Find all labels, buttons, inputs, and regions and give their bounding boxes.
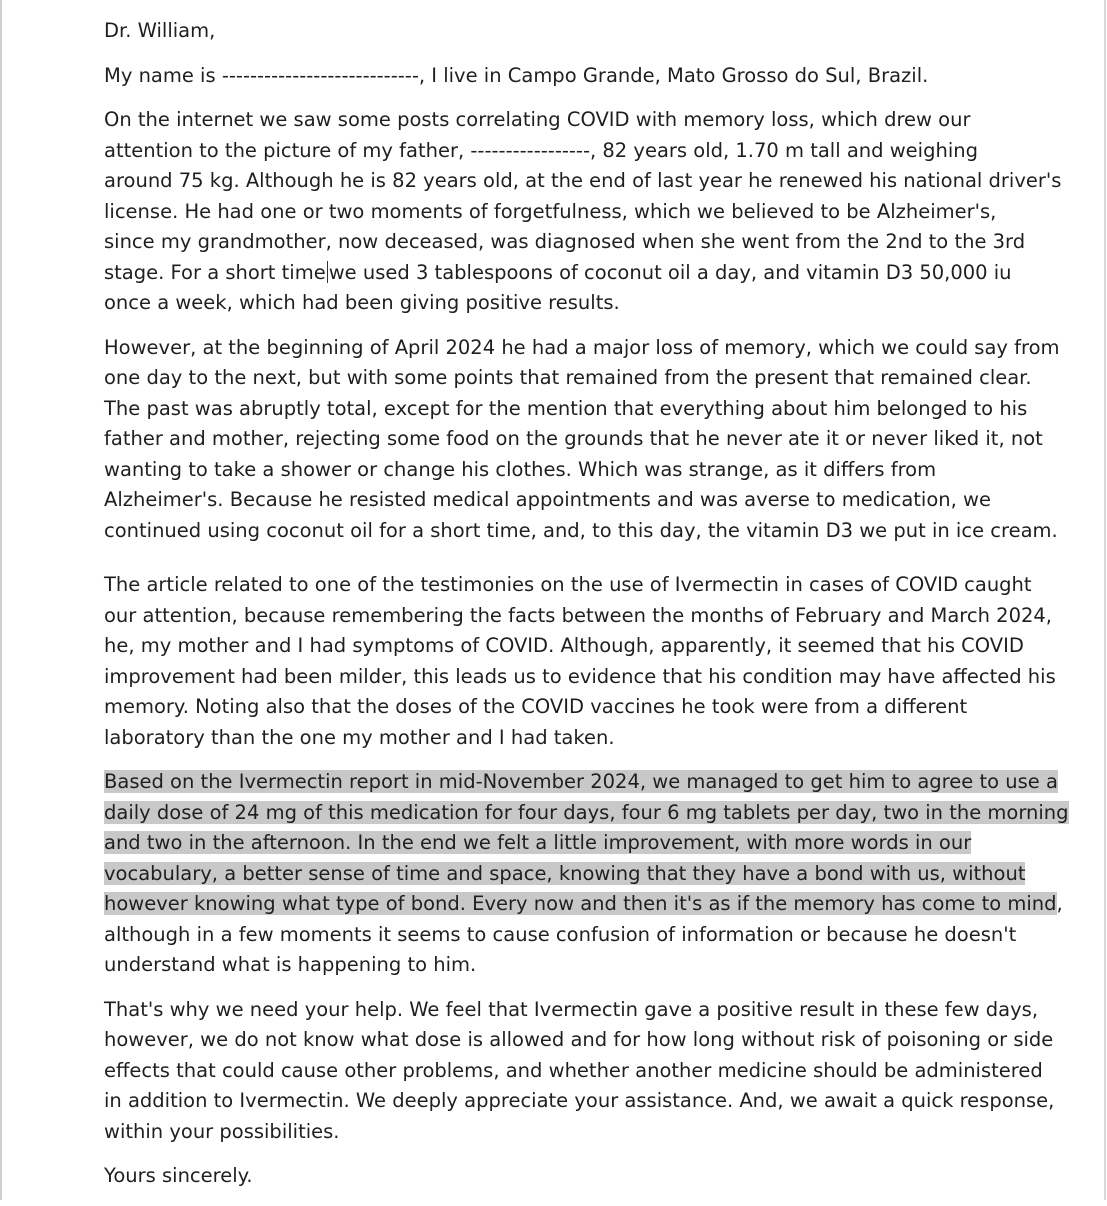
text-line: although in a few moments it seems to cause confusion of information or because he doesn't	[104, 922, 1017, 946]
text-line: The past was abruptly total, except for the mention that everything about him belonged to his	[104, 396, 1028, 420]
text-line: understand what is happening to him.	[104, 953, 477, 976]
closing-line: Yours sincerely.	[104, 1164, 253, 1187]
text-line: On the internet we saw some posts correlating COVID with memory loss, which drew our	[104, 108, 971, 131]
highlighted-line	[104, 798, 1069, 829]
text-line: The article related to one of the testimonies on the use of Ivermectin in cases of COVID caught	[104, 573, 1032, 596]
paragraph-father-background	[104, 105, 1062, 319]
text-segment: ,	[1056, 892, 1063, 915]
text-line: However, at the beginning of April 2024 he had a major loss of memory, which we could say from	[104, 335, 1060, 359]
text-selection: and two in the afternoon. In the end we felt a little improvement, with more words in our	[104, 831, 972, 854]
text-cursor	[327, 261, 328, 283]
text-line: he, my mother and I had symptoms of COVID. Although, apparently, it seemed that his COVID	[104, 634, 1024, 657]
text-line: within your possibilities.	[104, 1119, 340, 1143]
page-edge-right	[1104, 0, 1106, 1200]
highlighted-line	[104, 828, 1034, 859]
text-line: however, we do not know what dose is allowed and for how long without risk of poisoning or side	[104, 1028, 1054, 1051]
text-line: That's why we need your help. We feel that Ivermectin gave a positive result in these few days,	[104, 997, 1039, 1021]
text-line: around 75 kg. Although he is 82 years old, at the end of last year he renewed his national driver's	[104, 169, 1062, 192]
text-line: father and mother, rejecting some food on the grounds that he never ate it or never liked it, not	[104, 427, 1043, 450]
text-segment: we used 3 tablespoons of coconut oil a day, and vitamin D3 50,000 iu	[328, 260, 1012, 284]
document-body[interactable]	[104, 16, 1069, 1206]
highlighted-line	[104, 889, 1063, 920]
text-line: one day to the next, but with some points that remained from the present that remained clear.	[104, 366, 1032, 389]
text-selection: vocabulary, a better sense of time and space, knowing that they have a bond with us, without	[104, 861, 1026, 885]
text-line: wanting to take a shower or change his clothes. Which was strange, as it differs from	[104, 457, 937, 481]
highlighted-line	[104, 859, 1034, 890]
text-line-with-caret	[104, 258, 1034, 289]
text-segment: stage. For a short time	[104, 260, 326, 284]
paragraph-covid-article	[104, 570, 1056, 753]
intro-line: My name is ----------------------------, I live in Campo Grande, Mato Grosso do Sul, Brazil.	[104, 63, 929, 87]
text-line: since my grandmother, now deceased, was diagnosed when she went from the 2nd to the 3rd	[104, 230, 1026, 253]
closing	[104, 1161, 1034, 1192]
text-selection: however knowing what type of bond. Every now and then it's as if the memory has come to mind	[104, 892, 1057, 915]
text-line: Alzheimer's. Because he resisted medical appointments and was averse to medication, we	[104, 488, 991, 511]
text-line: our attention, because remembering the facts between the months of February and March 2024,	[104, 603, 1052, 627]
text-line: once a week, which had been giving positive results.	[104, 291, 620, 314]
paragraph-memory-loss	[104, 333, 1060, 547]
paragraph-ivermectin-dose	[104, 767, 1069, 981]
text-selection: Based on the Ivermectin report in mid-November 2024, we managed to get him to agree to use a	[104, 770, 1058, 793]
highlighted-line	[104, 767, 1058, 798]
salutation	[104, 16, 1034, 47]
text-line: improvement had been milder, this leads us to evidence that his condition may have affected his	[104, 664, 1056, 688]
text-selection: daily dose of 24 mg of this medication for four days, four 6 mg tablets per day, two in the morning	[104, 800, 1069, 824]
text-line: in addition to Ivermectin. We deeply appreciate your assistance. And, we await a quick response,	[104, 1089, 1055, 1112]
paragraph-introduction	[104, 61, 1034, 92]
text-line: attention to the picture of my father, -----------------, 82 years old, 1.70 m tall and weighing	[104, 138, 978, 162]
page-edge-left	[0, 0, 2, 1200]
text-line: laboratory than the one my mother and I had taken.	[104, 725, 615, 749]
text-line: license. He had one or two moments of forgetfulness, which we believed to be Alzheimer's,	[104, 199, 997, 223]
salutation-line: Dr. William,	[104, 19, 216, 42]
text-line: effects that could cause other problems, and whether another medicine should be administered	[104, 1058, 1043, 1082]
text-line: memory. Noting also that the doses of the COVID vaccines he took were from a different	[104, 695, 968, 718]
paragraph-request-help	[104, 995, 1055, 1148]
text-line: continued using coconut oil for a short time, and, to this day, the vitamin D3 we put in ice cream.	[104, 518, 1058, 542]
